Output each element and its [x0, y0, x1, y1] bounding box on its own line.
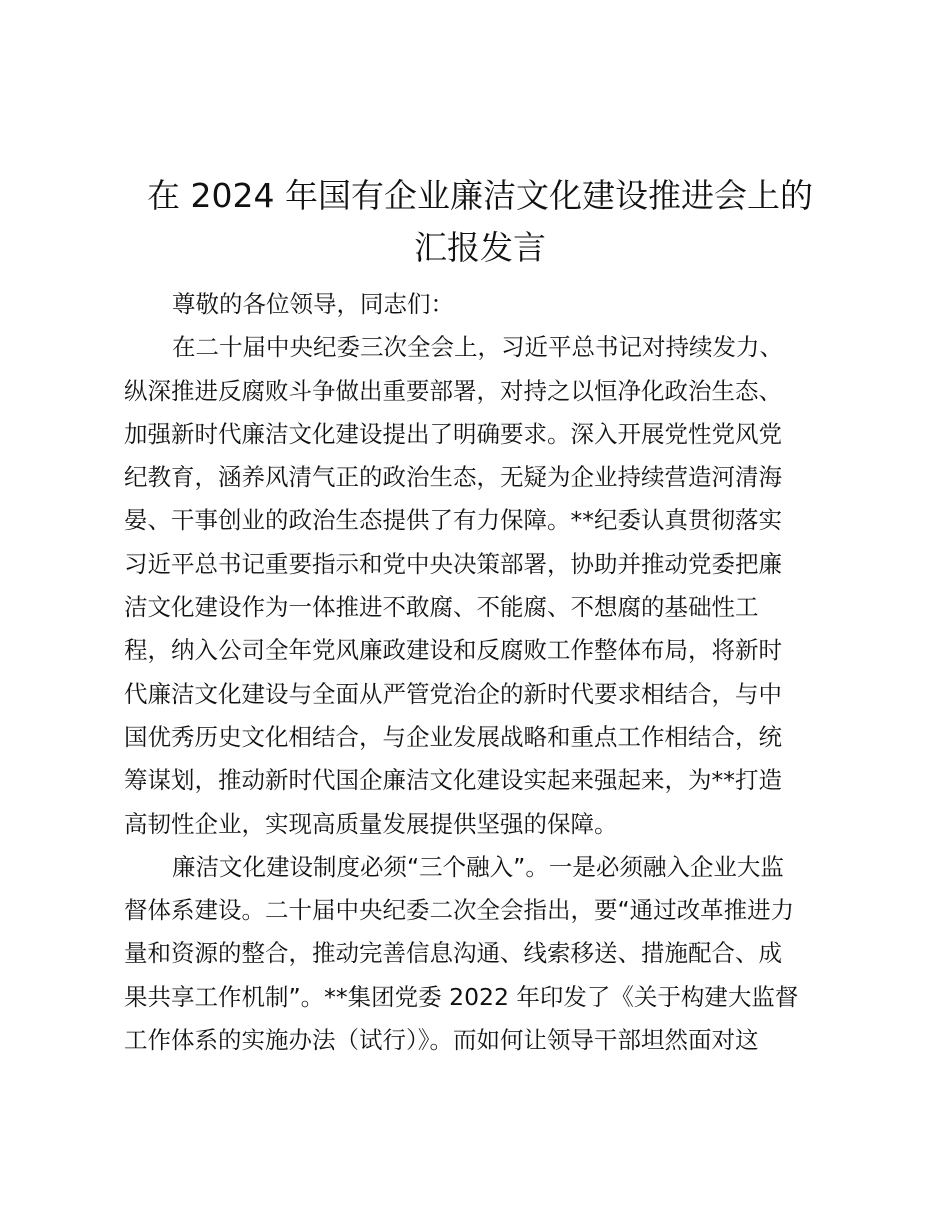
title-line-1: 在 2024 年国有企业廉洁文化建设推进会上的: [147, 176, 813, 215]
paragraph-1-line: 洁文化建设作为一体推进不敢腐、不能腐、不想腐的基础性工: [124, 593, 759, 622]
paragraph-1-line: 国优秀历史文化相结合，与企业发展战略和重点工作相结合，统: [124, 722, 782, 751]
paragraph-1-line: 纪教育，涵养风清气正的政治生态，无疑为企业持续营造河清海: [124, 463, 782, 492]
salutation: 尊敬的各位领导，同志们：: [172, 290, 454, 318]
paragraph-1-line: 筹谋划，推动新时代国企廉洁文化建设实起来强起来，为**打造: [124, 766, 782, 795]
title-line-2: 汇报发言: [414, 228, 546, 267]
document-body: [124, 283, 834, 1062]
document-title: [100, 170, 860, 274]
paragraph-1-line: 在二十届中央纪委三次全会上，习近平总书记对持续发力、: [172, 333, 783, 362]
paragraph-2-line: 果共享工作机制”。**集团党委 2022 年印发了《关于构建大监督: [124, 982, 799, 1011]
paragraph-1-line: 纵深推进反腐败斗争做出重要部署，对持之以恒净化政治生态、: [124, 376, 782, 405]
paragraph-1-line: 代廉洁文化建设与全面从严管党治企的新时代要求相结合，与中: [124, 679, 782, 708]
paragraph-1-line: 加强新时代廉洁文化建设提出了明确要求。深入开展党性党风党: [124, 419, 782, 448]
paragraph-2-line: 量和资源的整合，推动完善信息沟通、线索移送、措施配合、成: [124, 939, 782, 968]
paragraph-1-line: 高韧性企业，实现高质量发展提供坚强的保障。: [124, 809, 618, 838]
paragraph-2-line: 工作体系的实施办法（试行）》。而如何让领导干部坦然面对这: [124, 1026, 759, 1055]
paragraph-2-line: 督体系建设。二十届中央纪委二次全会指出，要“通过改革推进力: [124, 896, 795, 925]
paragraph-1-line: 习近平总书记重要指示和党中央决策部署，协助并推动党委把廉: [124, 549, 782, 578]
paragraph-1-line: 程，纳入公司全年党风廉政建设和反腐败工作整体布局，将新时: [124, 636, 782, 665]
paragraph-2-line: 廉洁文化建设制度必须“三个融入”。一是必须融入企业大监: [172, 852, 784, 881]
paragraph-1-line: 晏、干事创业的政治生态提供了有力保障。**纪委认真贯彻落实: [124, 506, 782, 535]
